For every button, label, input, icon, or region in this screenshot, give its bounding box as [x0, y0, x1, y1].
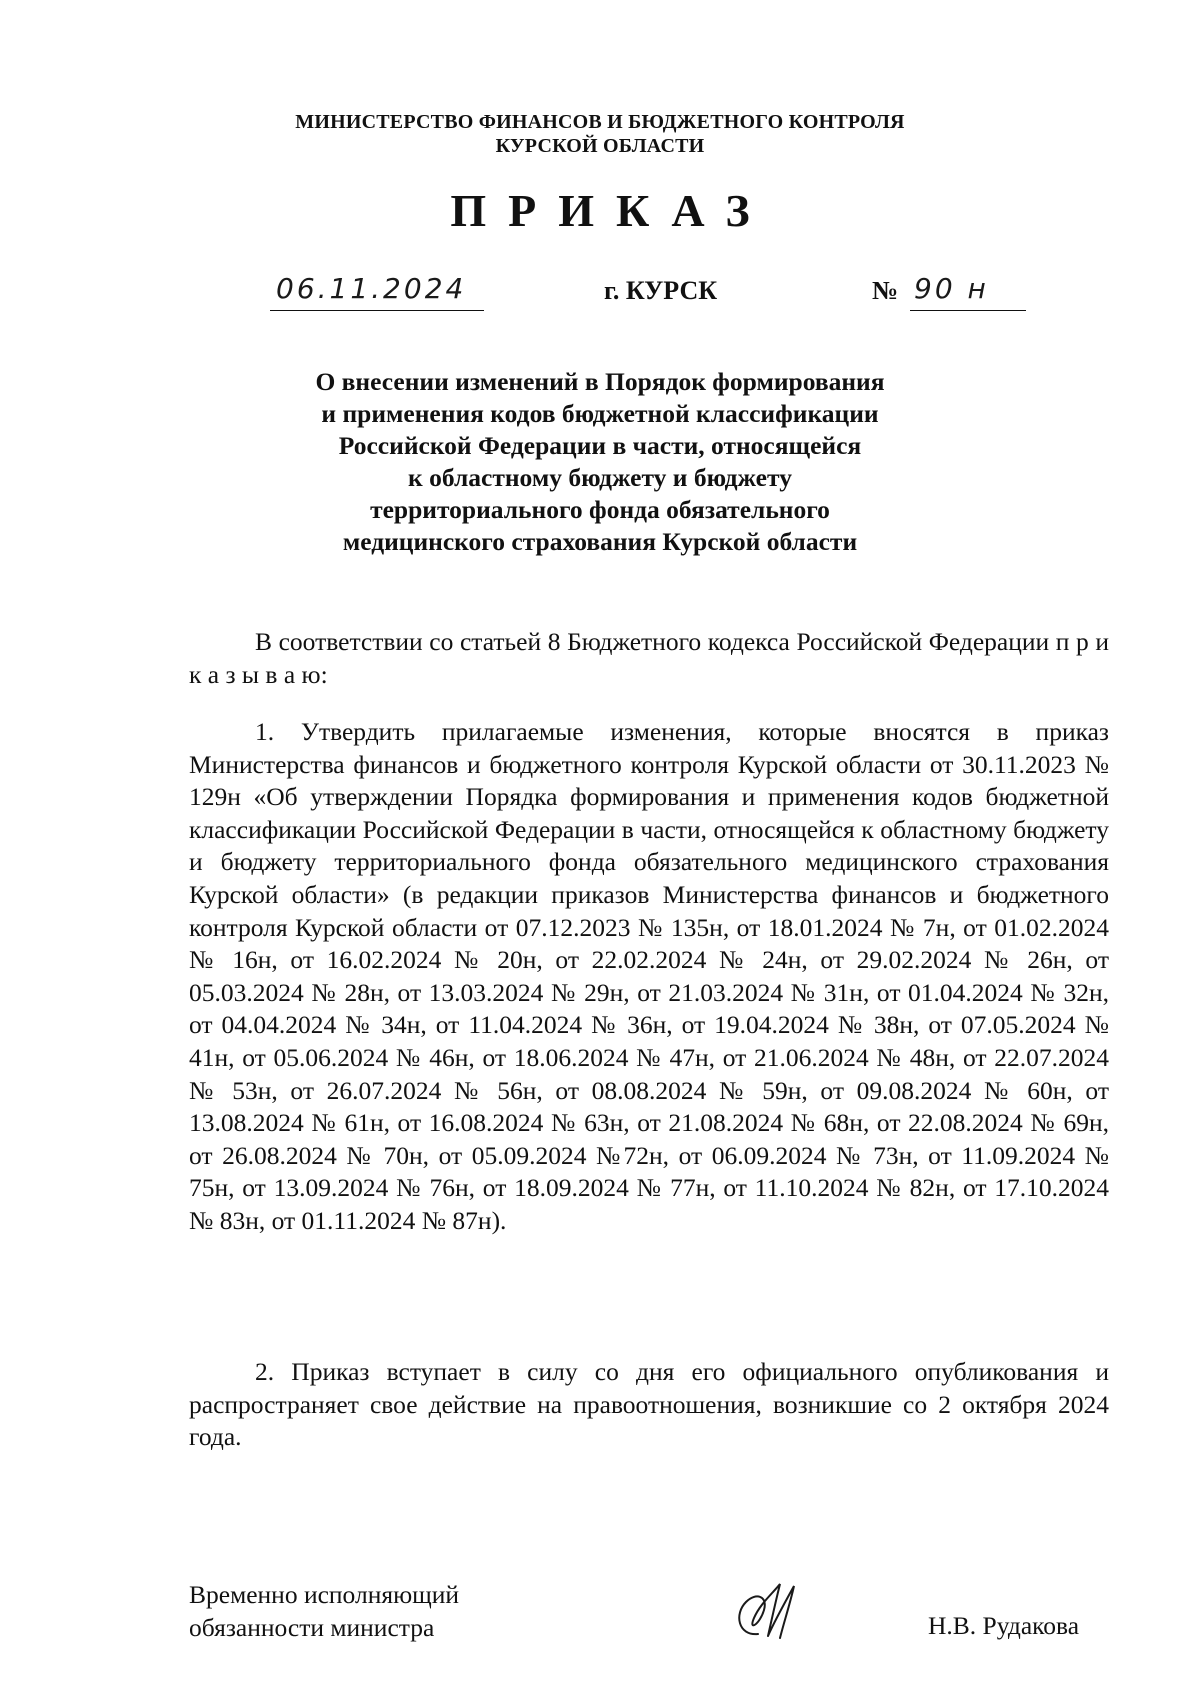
ministry-header [0, 110, 1200, 158]
document-date: 06.11.2024 [276, 272, 467, 305]
position-line2: обязанности министра [189, 1613, 435, 1642]
subject-line: и применения кодов бюджетной классификации [321, 399, 879, 428]
ministry-name-line1: МИНИСТЕРСТВО ФИНАНСОВ И БЮДЖЕТНОГО КОНТРОЛЯ [295, 111, 905, 133]
position-line1: Временно исполняющий [189, 1580, 460, 1609]
date-underline [270, 310, 484, 311]
subject-line: к областному бюджету и бюджету [408, 463, 792, 492]
document-subject [0, 366, 1200, 558]
signatory-position [189, 1578, 459, 1644]
number-underline [910, 310, 1026, 311]
subject-line: О внесении изменений в Порядок формирования [315, 367, 885, 396]
handwritten-signature [728, 1574, 808, 1644]
ministry-name-line2: КУРСКОЙ ОБЛАСТИ [495, 135, 705, 157]
document-title: ПРИКАЗ [450, 185, 772, 236]
subject-line: Российской Федерации в части, относящейся [338, 431, 862, 460]
order-item-1: 1. Утвердить прилагаемые изменения, которые вносятся в приказ Министерства финансов и бюджетного контроля Курской области от 30.11.2023 № 129н «Об утверждении Порядка формирования и применения кодов бюджетной классификации Российской Федерации в части, относящейся к областному бюджету и бюджету территориального фонда обязательного медицинского страхования Курской области» (в редакции приказов Министерства финансов и бюджетного контроля Курской области от 07.12.2023 № 135н, от 18.01.2024 № 7н, от 01.02.2024 № 16н, от 16.02.2024 № 20н, от 22.02.2024 № 24н, от 29.02.2024 № 26н, от 05.03.2024 № 28н, от 13.03.2024 № 29н, от 21.03.2024 № 31н, от 01.04.2024 № 32н, от 04.04.2024 № 34н, от 11.04.2024 № 36н, от 19.04.2024 № 38н, от 07.05.2024 № 41н, от 05.06.2024 № 46н, от 18.06.2024 № 47н, от 21.06.2024 № 48н, от 22.07.2024 № 53н, от 26.07.2024 № 56н, от 08.08.2024 № 59н, от 09.08.2024 № 60н, от 13.08.2024 № 61н, от 16.08.2024 № 63н, от 21.08.2024 № 68н, от 22.08.2024 № 69н, от 26.08.2024 № 70н, от 05.09.2024 №72н, от 06.09.2024 № 73н, от 11.09.2024 № 75н, от 13.09.2024 № 76н, от 18.09.2024 № 77н, от 11.10.2024 № 82н, от 17.10.2024 № 83н, от 01.11.2024 № 87н). [189, 717, 1109, 1235]
intro-paragraph: В соответствии со статьей 8 Бюджетного кодекса Российской Федерации п р и к а з ы в а ю: [189, 627, 1109, 689]
document-number: 90 н [914, 272, 989, 305]
document-meta-row [0, 268, 1200, 318]
order-item-2: 2. Приказ вступает в силу со дня его официального опубликования и распространяет свое действие на правоотношения, возникшие со 2 октября 2024 года. [189, 1357, 1109, 1452]
subject-line: медицинского страхования Курской области [342, 527, 858, 556]
document-city: г. КУРСК [604, 276, 718, 305]
signatory-name: Н.В. Рудакова [928, 1611, 1080, 1640]
number-sign: № [872, 276, 899, 305]
subject-line: территориального фонда обязательного [370, 495, 830, 524]
